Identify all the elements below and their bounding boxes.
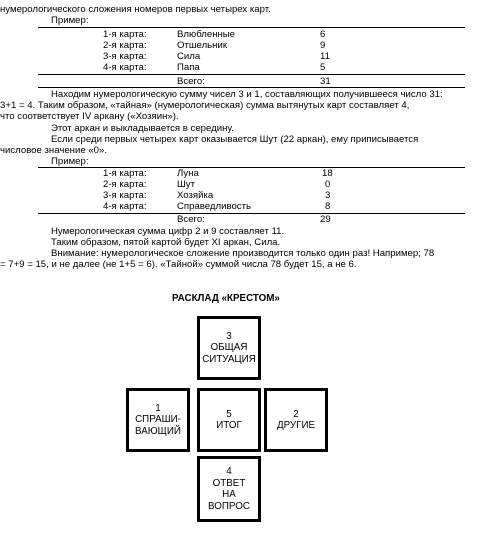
paragraph: Нумерологическая сумма цифр 2 и 9 составляет 11. (51, 226, 285, 237)
table-cell-position: 2-я карта: (103, 40, 147, 51)
table-rule-total (38, 74, 465, 75)
example-label: Пример: (51, 156, 89, 167)
paragraph: Если среди первых четырех карт оказывается Шут (22 аркан), ему приписывается (51, 134, 419, 145)
table-cell-card: Влюбленные (177, 29, 236, 40)
card-position-label: 1 СПРАШИ- ВАЮЩИЙ (135, 402, 181, 437)
table-cell-card: Папа (177, 62, 200, 73)
table-cell-position: 4-я карта: (103, 62, 147, 73)
card-position-label: 4 ОТВЕТ НА ВОПРОС (208, 466, 250, 512)
table-cell-card: Справедливость (177, 201, 251, 212)
table-cell-number: 18 (322, 168, 333, 179)
table-cell-position: 4-я карта: (103, 201, 147, 212)
card-position-label: 3 ОБЩАЯ СИТУАЦИЯ (202, 330, 256, 365)
paragraph: Таким образом, пятой картой будет XI аркан, Сила. (51, 237, 281, 248)
table-cell-position: 1-я карта: (103, 168, 147, 179)
layout-heading: РАСКЛАД «КРЕСТОМ» (172, 293, 280, 304)
card-position-label: 5 ИТОГ (216, 408, 242, 431)
table-cell-position: 1-я карта: (103, 29, 147, 40)
paragraph: Этот аркан и выкладывается в середину. (51, 123, 234, 134)
table-cell-number: 6 (320, 29, 326, 40)
table-cell-position: 3-я карта: (103, 51, 147, 62)
table-cell-position: 2-я карта: (103, 179, 147, 190)
card-position-label: 2 ДРУГИЕ (276, 408, 316, 431)
table-total-value: 31 (320, 76, 331, 87)
paragraph: 3+1 = 4. Таким образом, «тайная» (нумерологическая) сумма вытянутых карт составляет 4, (0, 100, 410, 111)
paragraph: Находим нумерологическую сумму чисел 3 и 1, составляющих получившееся число 31: (51, 89, 443, 100)
text-line: нумерологического сложения номеров первых четырех карт. (0, 4, 271, 15)
example-label: Пример: (51, 15, 89, 26)
table-cell-number: 8 (325, 201, 331, 212)
table-cell-card: Отшельник (177, 40, 228, 51)
table-cell-card: Сила (177, 51, 201, 62)
paragraph: = 7+9 = 15, и не далее (не 1+5 = 6). «Тайной» суммой числа 78 будет 15, а не 6. (0, 259, 357, 270)
card-position-left (126, 388, 190, 452)
table-rule-bottom (38, 87, 465, 88)
table-cell-card: Луна (177, 168, 199, 179)
table-cell-card: Шут (177, 179, 195, 190)
table-cell-position: 3-я карта: (103, 190, 147, 201)
table-total-value: 29 (320, 214, 331, 225)
card-position-bottom (197, 456, 261, 522)
card-position-right (264, 388, 328, 452)
table-total-label: Всего: (177, 76, 205, 87)
table-cell-number: 5 (320, 62, 326, 73)
paragraph: числовое значение «0». (0, 145, 108, 156)
table-cell-number: 0 (325, 179, 331, 190)
card-position-center (197, 388, 261, 452)
paragraph: что соответствует IV аркану («Хозяин»). (0, 111, 179, 122)
card-position-top (197, 316, 261, 380)
table-cell-number: 11 (320, 51, 330, 62)
table-cell-number: 3 (325, 190, 331, 201)
table-cell-card: Хозяйка (177, 190, 214, 201)
table-rule-total (38, 213, 465, 214)
table-cell-number: 9 (320, 40, 326, 51)
paragraph: Внимание: нумерологическое сложение производится только один раз! Например; 78 (51, 248, 435, 259)
table-total-label: Всего: (177, 214, 205, 225)
table-rule-top (38, 27, 465, 28)
